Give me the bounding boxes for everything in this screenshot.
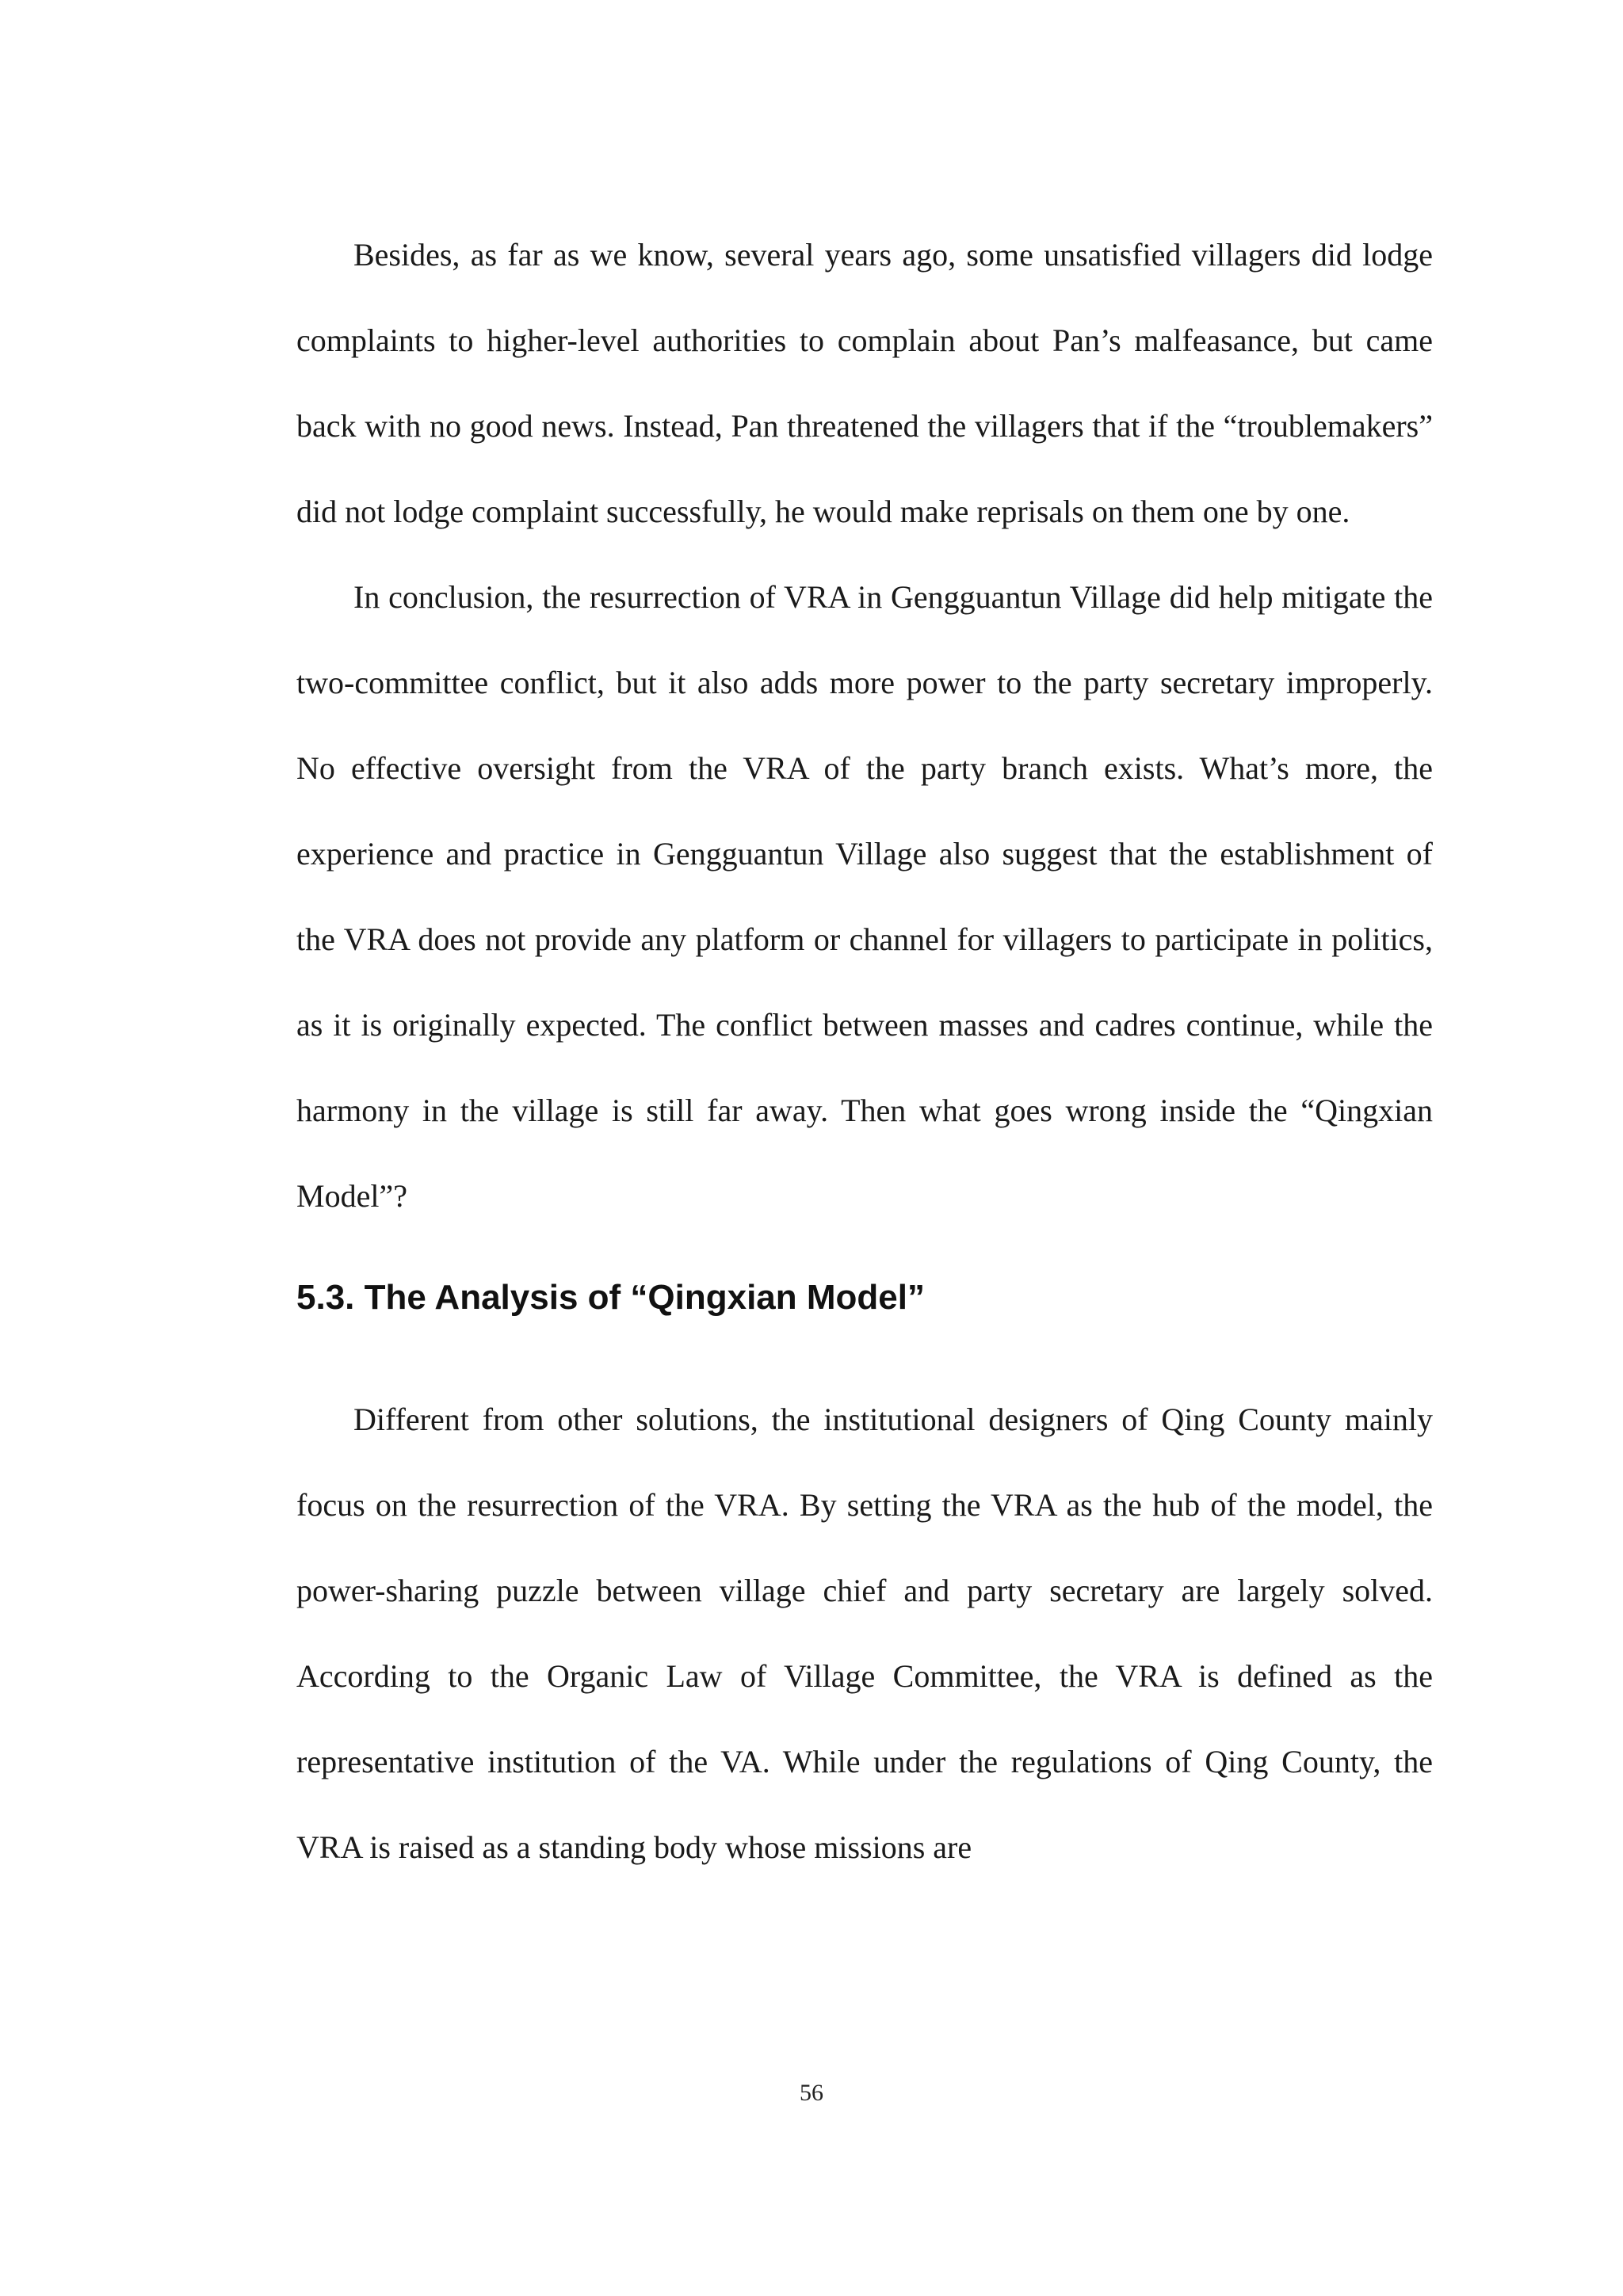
page-number: 56 [800,2080,823,2106]
page-body [296,212,1433,1890]
paragraph-complaints: Besides, as far as we know, several years ago, some unsatisfied villagers did lodge complaints to higher-level authorities to complain about Pan’s malfeasance, but came back with no good news. Instead, Pan threatened the villagers that if the “troublemakers” did not lodge complaint successfully, he would make reprisals on them one by one. [296,237,1433,529]
paragraph-analysis: Different from other solutions, the institutional designers of Qing County mainly focus on the resurrection of the VRA. By setting the VRA as the hub of the model, the power-sharing puzzle between village chief and party secretary are largely solved. According to the Organic Law of Village Committee, the VRA is defined as the representative institution of the VA. While under the regulations of Qing County, the VRA is raised as a standing body whose missions are [296,1402,1433,1865]
section-heading: 5.3. The Analysis of “Qingxian Model” [296,1278,925,1317]
paragraph-conclusion: In conclusion, the resurrection of VRA in Gengguantun Village did help mitigate the two-committee conflict, but it also adds more power to the party secretary improperly. No effective oversight from the VRA of the party branch exists. What’s more, the experience and practice in Gengguantun Village also suggest that the establishment of the VRA does not provide any platform or channel for villagers to participate in politics, as it is originally expected. The conflict between masses and cadres continue, while the harmony in the village is still far away. Then what goes wrong inside the “Qingxian Model”? [296,579,1433,1214]
